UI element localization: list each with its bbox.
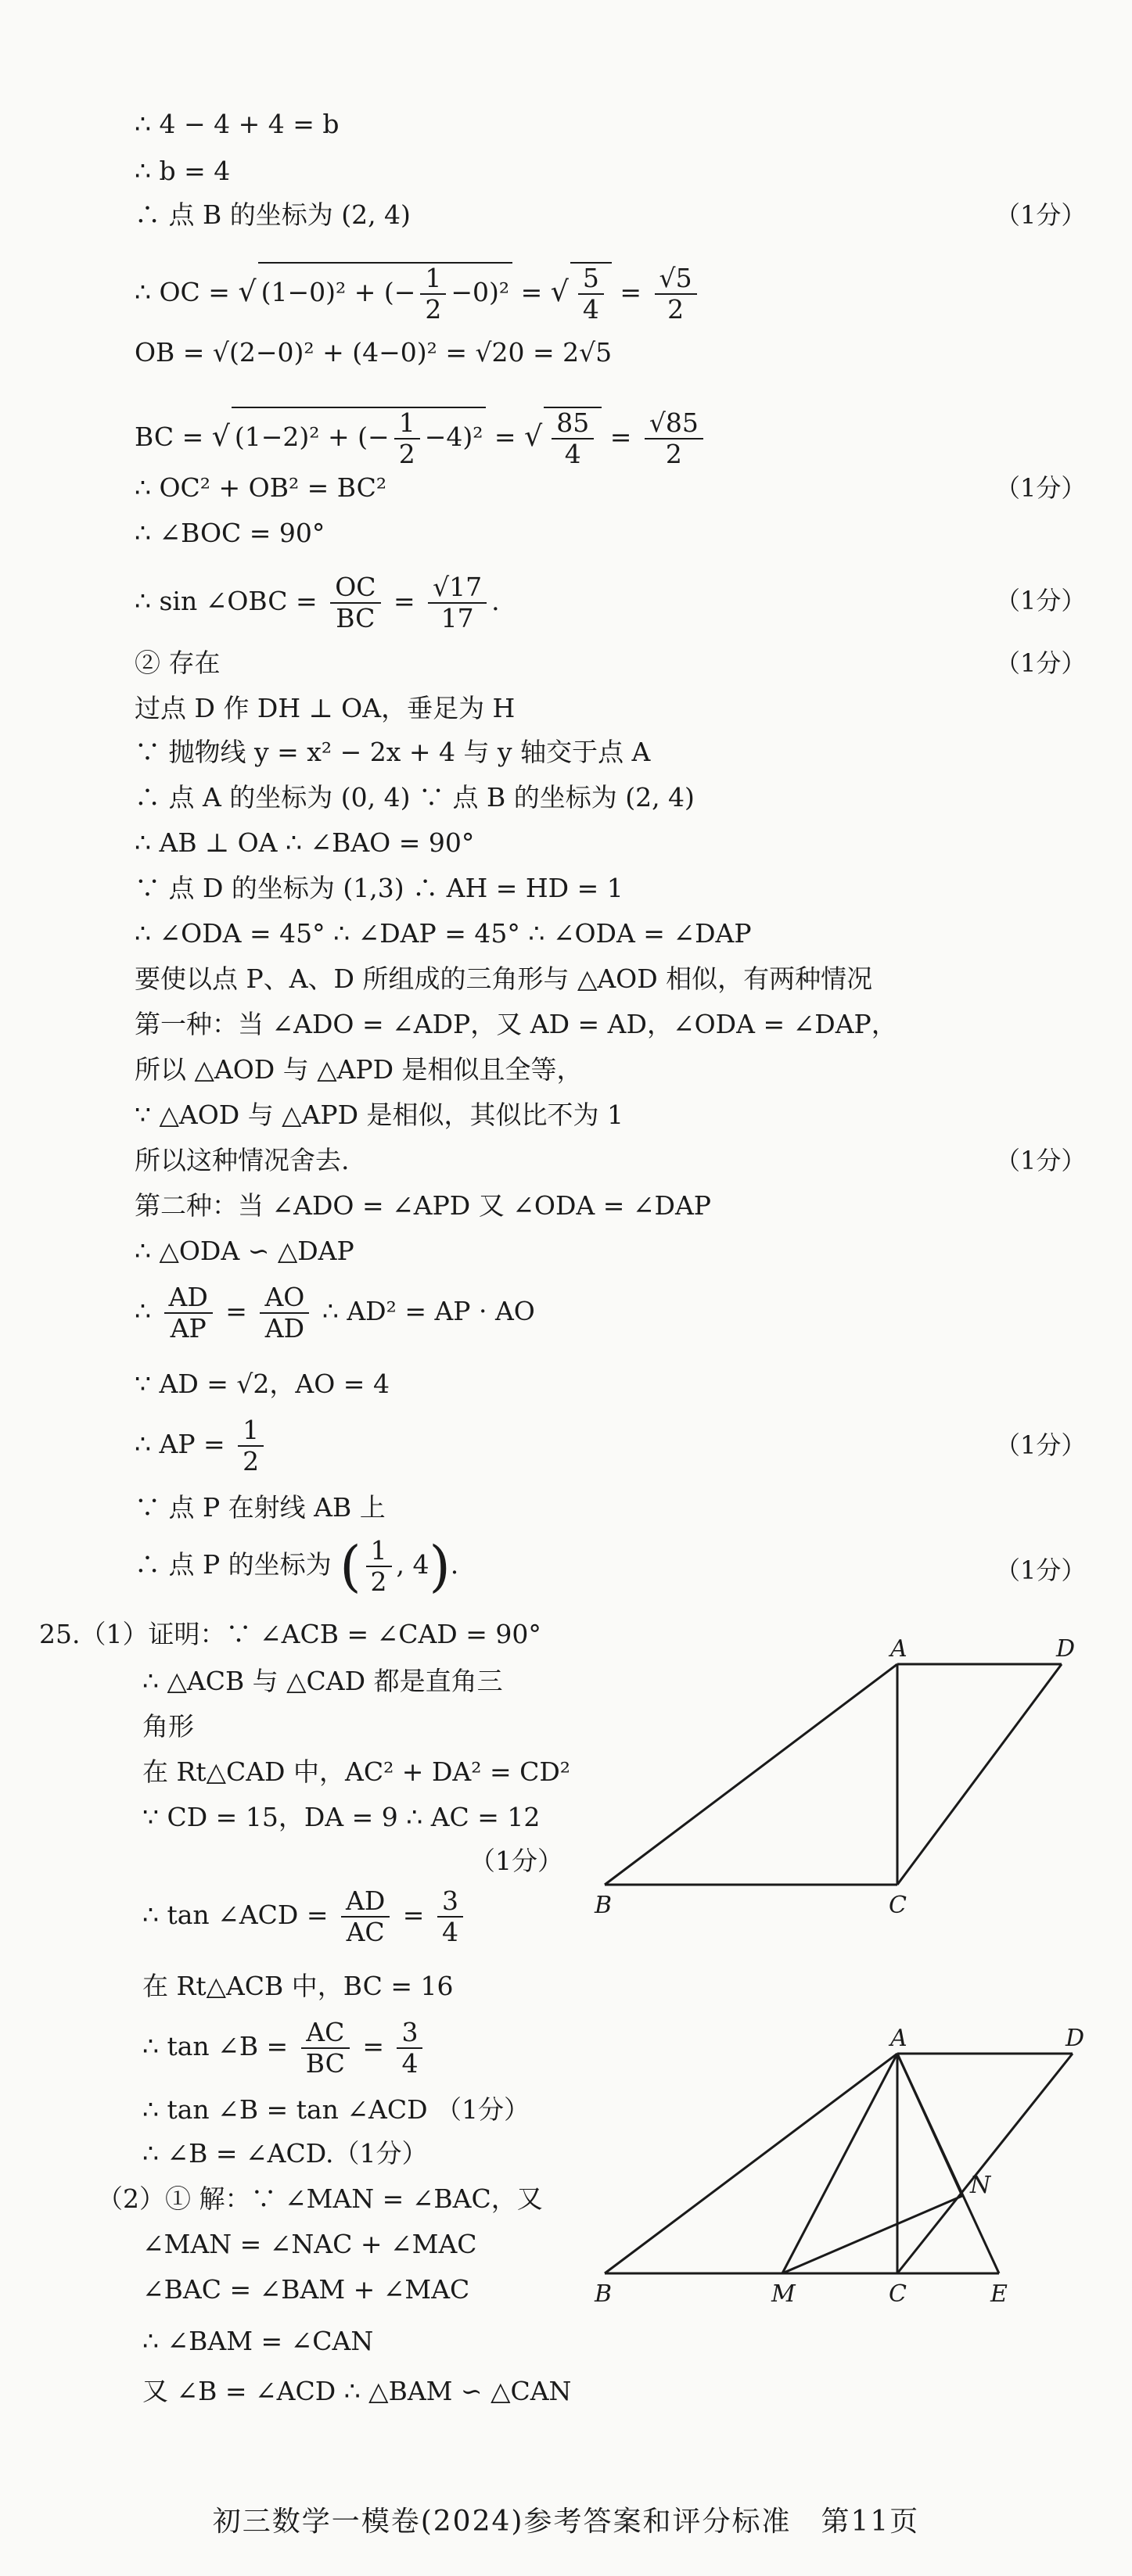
line-25: ∵ AD = √2，AO = 4 xyxy=(135,1369,390,1399)
line-15: ∵ 点 D 的坐标为 (1,3) ∴ AH = HD = 1 xyxy=(135,873,623,903)
segment-ab xyxy=(605,1664,897,1885)
q25-tan-b: ∴ tan ∠B = $\frac{AC}{BC}$ = $\frac{3}{4}$ xyxy=(142,2018,427,2079)
label-m: M xyxy=(771,2280,796,2308)
q25-line-12: ∠MAN = ∠NAC + ∠MAC xyxy=(142,2229,477,2259)
line-11: 过点 D 作 DH ⊥ OA，垂足为 H xyxy=(135,693,516,723)
q25-line-5: ∵ CD = 15，DA = 9 ∴ AC = 12 xyxy=(142,1802,541,1832)
label-a: A xyxy=(890,2025,907,2052)
line-bc: BC = √ (1−2)² + (− $\frac{1}{2}$ −4)² = √ $\frac{85}{4}$ = $\frac{√85}{2}$ xyxy=(135,407,708,469)
line-28: ∴ 点 P 的坐标为 ( $\frac{1}{2}$ , 4). xyxy=(135,1534,459,1598)
line-1: ∴ 4 − 4 + 4 = b xyxy=(135,109,340,139)
score-7: （1分） xyxy=(995,1555,1087,1585)
label-a: A xyxy=(890,1635,907,1663)
line-23: ∴ △ODA ∽ △DAP xyxy=(135,1236,354,1266)
line-19: 所以 △AOD 与 △APD 是相似且全等， xyxy=(135,1054,583,1085)
q25-line-14: ∴ ∠BAM = ∠CAN xyxy=(142,2326,374,2356)
q25-line-4: 在 Rt△CAD 中，AC² + DA² = CD² xyxy=(142,1756,571,1787)
line-ob: OB = √(2−0)² + (4−0)² = √20 = 2√5 xyxy=(135,337,613,368)
line-26: ∴ AP = $\frac{1}{2}$ xyxy=(135,1415,268,1476)
score-1: （1分） xyxy=(995,200,1087,230)
score-6: （1分） xyxy=(995,1430,1087,1460)
line-7: ∴ OC² + OB² = BC² xyxy=(135,472,387,503)
line-21: 所以这种情况舍去. xyxy=(135,1145,350,1175)
line-13: ∴ 点 A 的坐标为 (0, 4) ∵ 点 B 的坐标为 (2, 4) xyxy=(135,782,695,813)
line-sin: ∴ sin ∠OBC = $\frac{OC}{BC}$ = $\frac{√17}{17}$ . xyxy=(135,572,500,633)
label-b: B xyxy=(595,2280,613,2308)
page-footer: 初三数学一模卷(2024)参考答案和评分标准 第11页 xyxy=(212,2506,920,2538)
q25-line-9: ∴ tan ∠B = tan ∠ACD （1分） xyxy=(142,2094,530,2125)
q25-line-3: 角形 xyxy=(142,1711,194,1742)
line-10: ② 存在 xyxy=(135,648,221,678)
label-d: D xyxy=(1066,2025,1085,2052)
score-2: （1分） xyxy=(995,473,1087,503)
q25-line-1: 25.（1）证明：∵ ∠ACB = ∠CAD = 90° xyxy=(39,1619,541,1649)
label-n: N xyxy=(970,2172,991,2199)
segment-mn xyxy=(782,2196,962,2273)
q25-line-7: 在 Rt△ACB 中，BC = 16 xyxy=(142,1971,454,2001)
label-d: D xyxy=(1056,1635,1076,1663)
line-20: ∵ △AOD 与 △APD 是相似，其似比不为 1 xyxy=(135,1100,624,1130)
line-8: ∴ ∠BOC = 90° xyxy=(135,518,325,548)
q25-line-15: 又 ∠B = ∠ACD ∴ △BAM ∽ △CAN xyxy=(142,2376,572,2406)
line-14: ∴ AB ⊥ OA ∴ ∠BAO = 90° xyxy=(135,827,475,858)
q25-line-13: ∠BAC = ∠BAM + ∠MAC xyxy=(142,2274,470,2305)
q25-score-1: （1分） xyxy=(469,1846,563,1876)
line-27: ∵ 点 P 在射线 AB 上 xyxy=(135,1492,386,1523)
label-b: B xyxy=(595,1892,613,1919)
line-oc: ∴ OC = √ (1−0)² + (− $\frac{1}{2}$ −0)² = √ $\frac{5}{4}$ = $\frac{√5}{2}$ xyxy=(135,262,702,325)
segment-an xyxy=(897,2054,962,2196)
figure-2 xyxy=(579,2018,1095,2354)
q25-tan-acd: ∴ tan ∠ACD = $\frac{AD}{AC}$ = $\frac{3}{4}$ xyxy=(142,1886,468,1947)
label-c: C xyxy=(889,1892,907,1919)
segment-am xyxy=(782,2054,897,2273)
label-e: E xyxy=(990,2280,1008,2308)
q25-line-2: ∴ △ACB 与 △CAD 都是直角三 xyxy=(142,1666,503,1696)
segment-cd xyxy=(897,1664,1062,1885)
line-3: ∴ 点 B 的坐标为 (2, 4) xyxy=(135,199,411,230)
figure-1 xyxy=(579,1634,1080,1932)
segment-ab xyxy=(605,2054,897,2273)
score-5: （1分） xyxy=(995,1146,1087,1175)
score-3: （1分） xyxy=(995,586,1087,615)
line-24: ∴ $\frac{AD}{AP}$ = $\frac{AO}{AD}$ ∴ AD² = AP · AO xyxy=(135,1282,535,1344)
line-22: 第二种：当 ∠ADO = ∠APD 又 ∠ODA = ∠DAP xyxy=(135,1190,712,1221)
score-4: （1分） xyxy=(995,648,1087,678)
line-18: 第一种：当 ∠ADO = ∠ADP，又 AD = AD，∠ODA = ∠DAP， xyxy=(135,1009,897,1039)
label-c: C xyxy=(889,2280,907,2308)
line-2: ∴ b = 4 xyxy=(135,156,231,186)
q25-line-11: （2）① 解：∵ ∠MAN = ∠BAC，又 xyxy=(97,2183,543,2214)
line-17: 要使以点 P、A、D 所组成的三角形与 △AOD 相似，有两种情况 xyxy=(135,963,873,994)
line-12: ∵ 抛物线 y = x² − 2x + 4 与 y 轴交于点 A xyxy=(135,737,651,767)
line-16: ∴ ∠ODA = 45° ∴ ∠DAP = 45° ∴ ∠ODA = ∠DAP xyxy=(135,918,752,949)
q25-line-10: ∴ ∠B = ∠ACD.（1分） xyxy=(142,2138,428,2169)
